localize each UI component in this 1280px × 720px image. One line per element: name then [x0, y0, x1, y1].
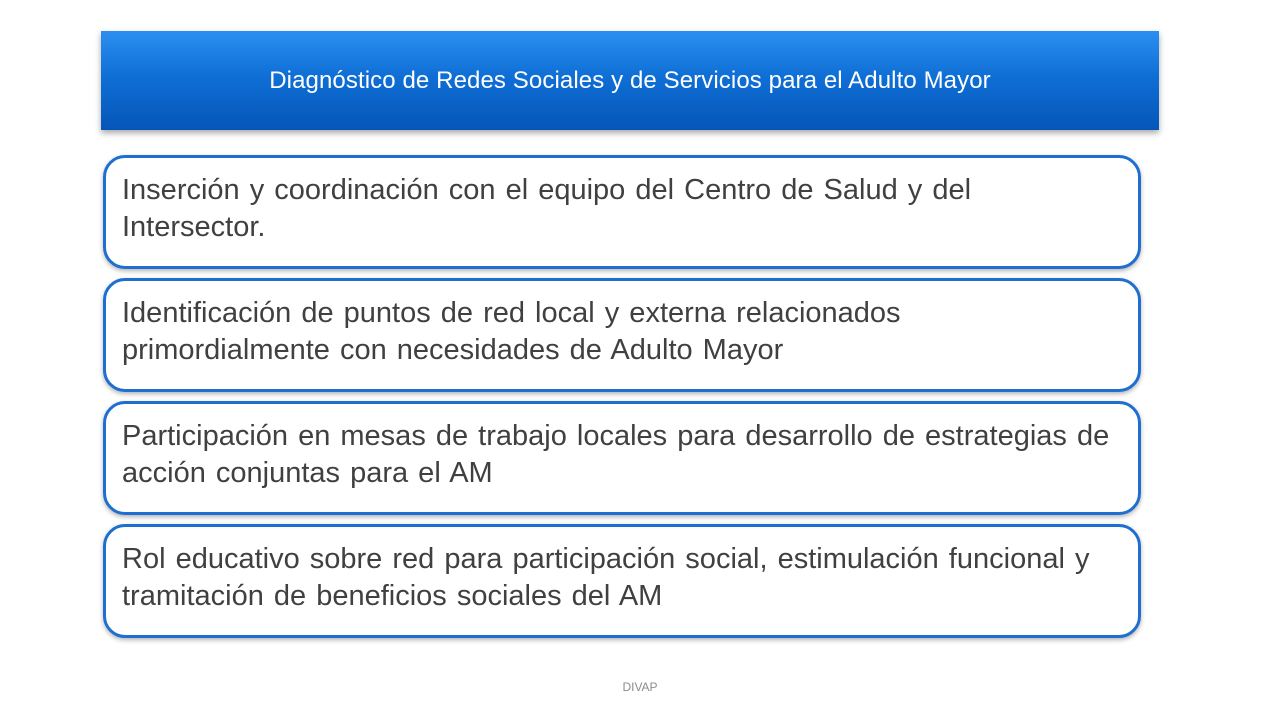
- footer-label: DIVAP: [622, 680, 658, 694]
- list-item-text: Inserción y coordinación con el equipo del Centro de Salud y del Intersector.: [122, 174, 972, 243]
- list-item-text: Rol educativo sobre red para participación social, estimulación funcional y tramitación de beneficios sociales del AM: [122, 543, 1090, 612]
- list-item: [103, 401, 1141, 515]
- list-item: [103, 524, 1141, 638]
- title-banner: [101, 31, 1159, 130]
- slide-title: Diagnóstico de Redes Sociales y de Servicios para el Adulto Mayor: [269, 66, 991, 94]
- list-item: [103, 278, 1141, 392]
- list-item-text: Identificación de puntos de red local y externa relacionados primordialmente con necesidades de Adulto Mayor: [122, 297, 901, 366]
- list-item: [103, 155, 1141, 269]
- list-item-text: Participación en mesas de trabajo locales para desarrollo de estrategias de acción conjuntas para el AM: [122, 420, 1110, 489]
- item-list: [103, 155, 1141, 647]
